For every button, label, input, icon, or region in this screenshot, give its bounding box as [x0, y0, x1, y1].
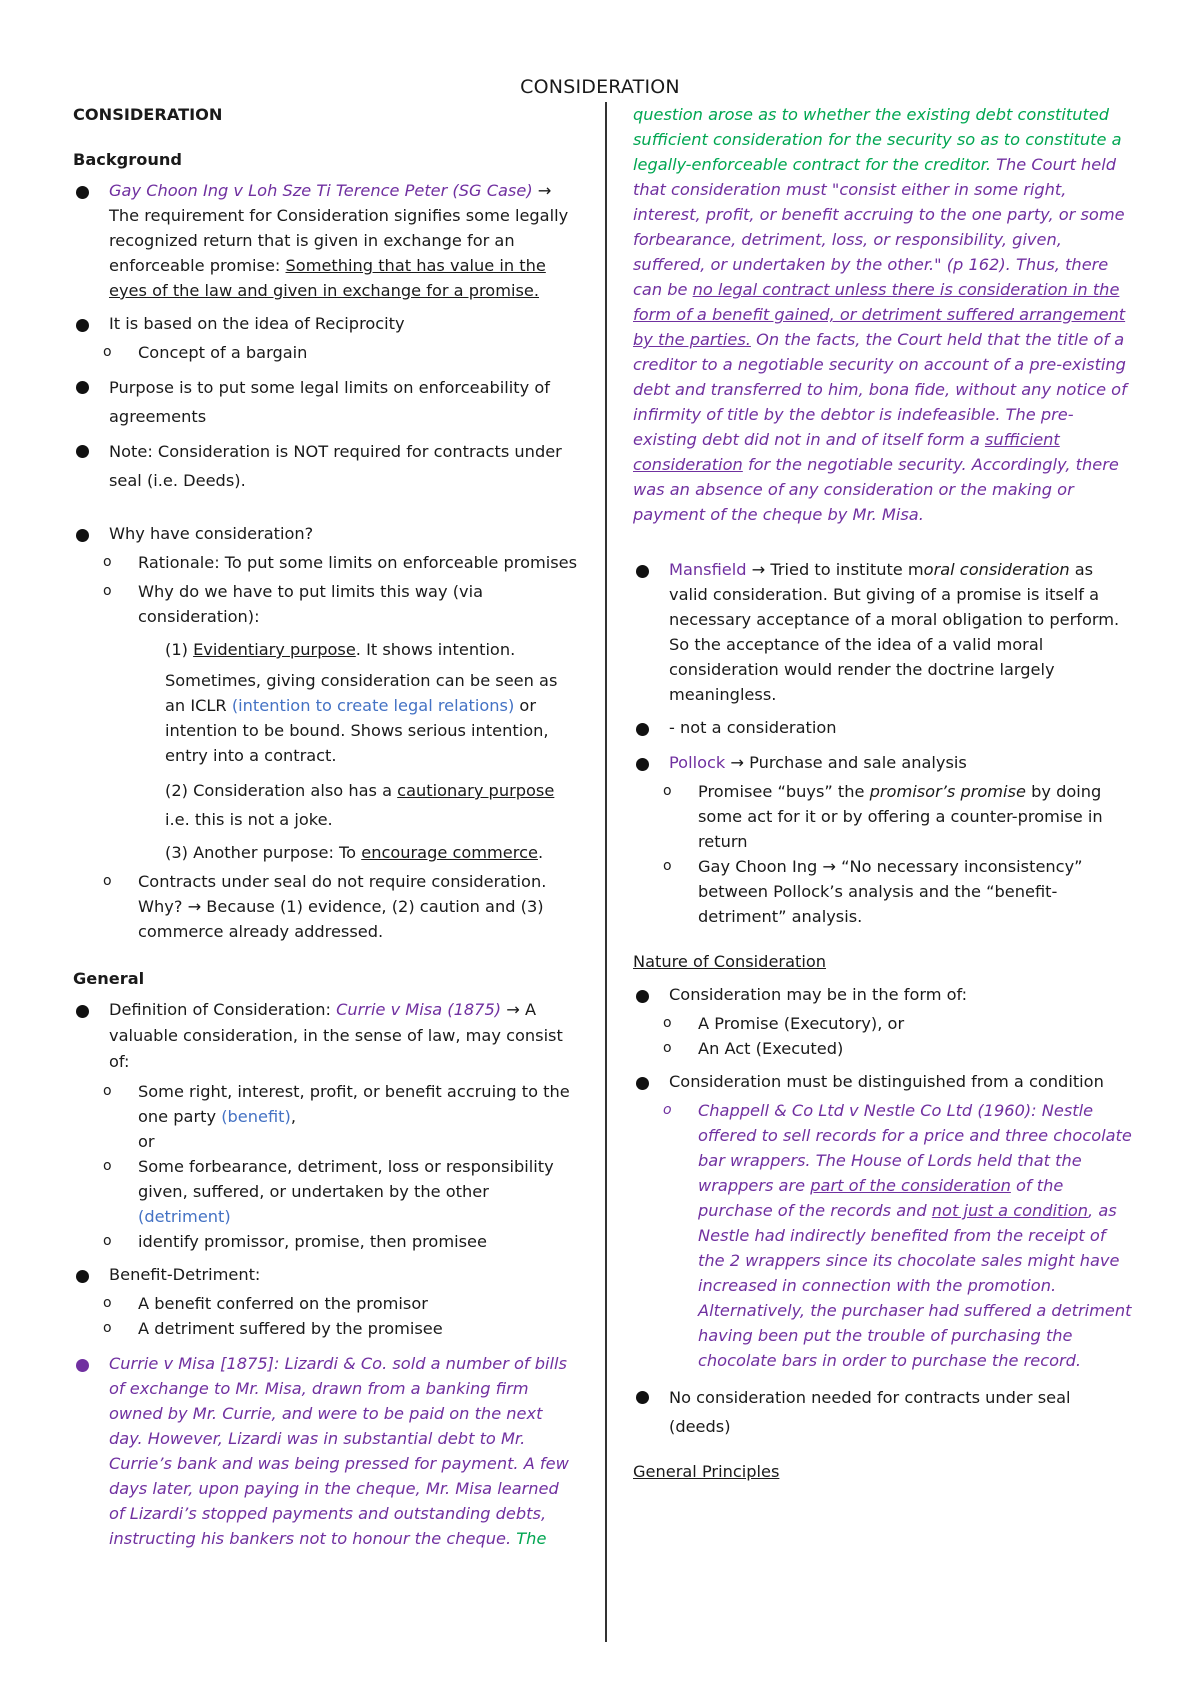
bullet-mansfield [633, 557, 1133, 707]
purpose-3 [73, 840, 578, 865]
currie-continuation [633, 102, 1133, 527]
text: . It shows intention. [355, 640, 516, 659]
underlined-text: not just a condition [931, 1201, 1089, 1220]
text: as valid consideration. But giving of a promise is itself a necessary acceptance of a moral obligation to perform. So the acceptance of the idea of a valid moral consideration would render the doctrine largely meaningless. [669, 560, 1120, 704]
bullet-form-of [633, 982, 1133, 1007]
text: Sometimes, giving consideration can be seen as an ICLR [165, 671, 558, 715]
bullet-currie-case [73, 1351, 578, 1551]
purpose-1 [73, 637, 578, 662]
left-column [73, 102, 578, 1551]
sub-contracts-under-seal [73, 869, 578, 944]
case-name: Mansfield [669, 560, 747, 579]
text: → Tried to institute m [746, 560, 924, 579]
section-heading-general: General [73, 969, 145, 988]
italic-text: promisor’s promise [869, 782, 1026, 801]
text: Some forbearance, detriment, loss or responsibility given, suffered, or undertaken by the other [138, 1157, 554, 1201]
purple-text: Chappell & Co Ltd v Nestle Co Ltd (1960): Nestle offered to sell records for a price and three chocolate bar wrappers. The House of Lords held that the wrappers are [698, 1101, 1132, 1195]
sub-detriment [73, 1154, 578, 1229]
bullet-distinguish-condition [633, 1069, 1133, 1094]
text: or intention to be bound. Shows serious intention, entry into a contract. [165, 696, 549, 765]
sub-act-executed [633, 1036, 1133, 1061]
bullet-why [73, 521, 578, 546]
case-summary: Currie v Misa [1875]: Lizardi & Co. sold a number of bills of exchange to Mr. Misa, drawn from a banking firm owned by Mr. Currie, and were to be paid on the next day. However, Lizardi was in substantial debt to Mr. Currie’s bank and was being pressed for payment. A few days later, upon paying in the cheque, Mr. Misa learned of Lizardi’s stopped payments and outstanding debts, instructing his bankers not to honour the cheque. [109, 1354, 569, 1548]
underlined-text: sufficient consideration [633, 430, 1060, 474]
sub-benefit-conferred [73, 1291, 578, 1316]
text: (1) [165, 640, 194, 659]
sub-detriment-suffered [73, 1316, 578, 1341]
case-name: Pollock [669, 753, 726, 772]
underlined-text: part of the consideration [810, 1176, 1011, 1195]
bullet-not-consideration [633, 715, 1133, 740]
text: A Promise (Executory), or [698, 1014, 905, 1033]
bullet-definition [73, 997, 578, 1075]
blue-text: (detriment) [138, 1207, 231, 1226]
sub-chappell-case [633, 1098, 1133, 1373]
sub-promise-executory [633, 1011, 1133, 1036]
text: (2) Consideration also has a [165, 781, 398, 800]
purpose-2 [73, 776, 578, 834]
text: Consideration may be in the form of: [669, 985, 968, 1004]
underlined-text: Evidentiary purpose [193, 640, 356, 659]
sub-why-limits [73, 579, 578, 629]
bullet-reciprocity [73, 311, 578, 336]
text: A benefit conferred on the promisor [138, 1294, 428, 1313]
case-name: Currie v Misa (1875) [336, 1000, 502, 1019]
section-heading-consideration: CONSIDERATION [73, 105, 223, 124]
blue-text: (benefit) [221, 1107, 291, 1126]
underlined-text: cautionary purpose [397, 781, 555, 800]
text: It is based on the idea of Reciprocity [109, 314, 405, 333]
purpose-1-detail [73, 668, 578, 768]
underlined-text: encourage commerce [361, 843, 538, 862]
purple-text: On the facts, the Court held that the title of a creditor to a negotiable security on account of a pre-existing debt and transferred to him, bona fide, without any notice of infirmity of title by the debtor is indefeasible. The pre-existing debt did not in and of itself form a [633, 330, 1127, 449]
right-column [633, 102, 1133, 1484]
text: (3) Another purpose: To [165, 843, 362, 862]
text: , [290, 1107, 296, 1126]
text: → Purchase and sale analysis [725, 753, 967, 772]
bullet-note-deeds [73, 437, 578, 495]
text: No consideration needed for contracts under seal (deeds) [669, 1388, 1071, 1436]
text: - not a consideration [669, 718, 837, 737]
sub-bargain [73, 340, 578, 365]
section-heading-general-principles: General Principles [633, 1462, 780, 1481]
purple-text: The Court held that consideration must "consist either in some right, interest, profit, or benefit accruing to the one party, or some forbearance, detriment, loss, or responsibility, given, suffered, or undertaken by the other." (p 162). Thus, there can be [633, 155, 1125, 299]
sub-identify [73, 1229, 578, 1254]
text: An Act (Executed) [698, 1039, 844, 1058]
text: by doing some act for it or by offering a counter-promise in return [698, 782, 1103, 851]
bullet-pollock [633, 750, 1133, 775]
bullet-no-consideration-deeds [633, 1383, 1133, 1441]
green-text: question arose as to whether the existing debt constituted sufficient consideration for the security so as to constitute a legally-enforceable contract for the creditor. [633, 105, 1122, 174]
text: Why have consideration? [109, 524, 314, 543]
text: The requirement for Consideration signifies some legally recognized return that is given in exchange for an enforceable promise: [109, 206, 569, 275]
sub-promisee-buys [633, 779, 1133, 854]
sub-gay-choon-ing [633, 854, 1133, 929]
purple-text: of the purchase of the records and [698, 1176, 1064, 1220]
text: Why do we have to put limits this way (via consideration): [138, 582, 484, 626]
text: Rationale: To put some limits on enforceable promises [138, 553, 578, 572]
text: Definition of Consideration: [109, 1000, 337, 1019]
arrow: → [532, 181, 552, 200]
case-name: Gay Choon Ing v Loh Sze Ti Terence Peter (SG Case) [109, 181, 533, 200]
column-divider [605, 102, 607, 1642]
blue-text: (intention to create legal relations) [231, 696, 515, 715]
text: Consideration must be distinguished from a condition [669, 1072, 1104, 1091]
green-text: The [516, 1529, 547, 1548]
text: or [138, 1132, 155, 1151]
text: i.e. this is not a joke. [165, 810, 333, 829]
text: Benefit-Detriment: [109, 1265, 261, 1284]
text: Gay Choon Ing → “No necessary inconsistency” between Pollock’s analysis and the “benefit-detriment” analysis. [698, 857, 1083, 926]
section-heading-background: Background [73, 150, 182, 169]
text: Some right, interest, profit, or benefit accruing to the one party [138, 1082, 570, 1126]
purple-text: for the negotiable security. Accordingly, there was an absence of any consideration or the making or payment of the cheque by Mr. Misa. [633, 455, 1119, 524]
text: Contracts under seal do not require consideration. Why? → Because (1) evidence, (2) caution and (3) commerce already addressed. [138, 872, 547, 941]
sub-benefit [73, 1079, 578, 1154]
text: → A valuable consideration, in the sense of law, may consist of: [109, 1000, 563, 1071]
text: Concept of a bargain [138, 343, 308, 362]
text: Promisee “buys” the [698, 782, 870, 801]
text: . [537, 843, 544, 862]
sub-rationale [73, 550, 578, 575]
italic-text: oral consideration [923, 560, 1070, 579]
underlined-text: no legal contract unless there is consideration in the form of a benefit gained, or detriment suffered arrangement by the parties. [633, 280, 1126, 349]
text: Purpose is to put some legal limits on enforceability of agreements [109, 378, 550, 426]
text: A detriment suffered by the promisee [138, 1319, 443, 1338]
bullet-benefit-detriment [73, 1262, 578, 1287]
bullet-purpose [73, 373, 578, 431]
text: identify promissor, promise, then promisee [138, 1232, 487, 1251]
purple-text: , as Nestle had indirectly benefited from the receipt of the 2 wrappers since its chocolate sales might have increased in connection with the promotion. Alternatively, the purchaser had suffered a detriment having been put the trouble of purchasing the chocolate bars in order to purchase the record. [698, 1201, 1132, 1370]
section-heading-nature: Nature of Consideration [633, 952, 827, 971]
underlined-text: Something that has value in the eyes of the law and given in exchange for a promise. [109, 256, 546, 300]
page-title: CONSIDERATION [520, 76, 680, 98]
bullet-gay-choon-ing [73, 178, 578, 303]
text: Note: Consideration is NOT required for contracts under seal (i.e. Deeds). [109, 442, 562, 490]
